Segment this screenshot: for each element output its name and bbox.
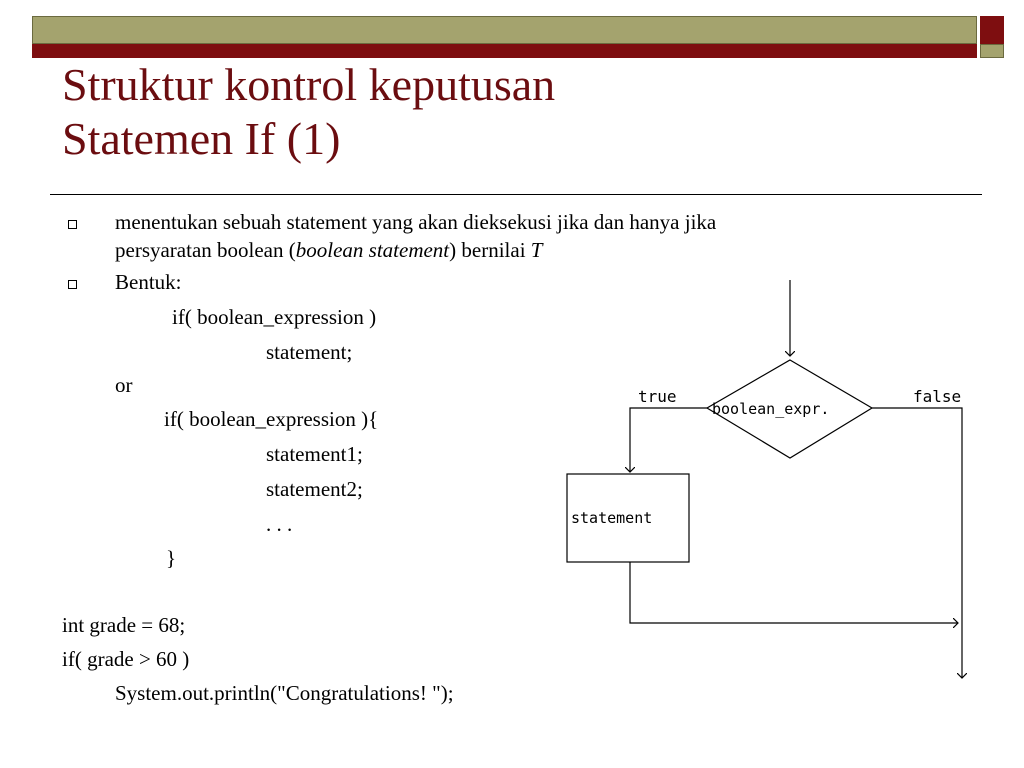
example-line-2: if( grade > 60 ) bbox=[62, 647, 190, 671]
bullet-1-line-1: menentukan sebuah statement yang akan dieksekusi jika dan hanya jika bbox=[115, 210, 717, 234]
bullet-1-text-t: T bbox=[530, 238, 543, 262]
true-label: true bbox=[638, 387, 677, 406]
code-form2-line-4: . . . bbox=[266, 512, 293, 536]
false-label: false bbox=[913, 387, 962, 406]
decision-label: boolean_expr. bbox=[712, 400, 830, 418]
code-form2-line-1: if( boolean_expression ){ bbox=[164, 407, 379, 431]
title-line-1: Struktur kontrol keputusan bbox=[62, 59, 556, 110]
code-form1-line-1: if( boolean_expression ) bbox=[172, 305, 377, 329]
code-form2-line-3: statement2; bbox=[266, 477, 363, 501]
statement-label: statement bbox=[571, 509, 653, 527]
code-form2-line-2: statement1; bbox=[266, 442, 363, 466]
bullet-1-text-italic: boolean statement bbox=[295, 238, 450, 262]
code-form1-line-2: statement; bbox=[266, 340, 353, 364]
true-branch-line bbox=[630, 408, 707, 472]
example-line-1: int grade = 68; bbox=[62, 613, 186, 637]
bullet-1-text-post: ) bernilai bbox=[449, 238, 531, 262]
code-form2-line-5: } bbox=[166, 546, 177, 570]
bullet-1-text-pre: persyaratan boolean ( bbox=[115, 238, 296, 262]
bullet-2-label: Bentuk: bbox=[115, 270, 182, 294]
code-or: or bbox=[115, 373, 133, 397]
title-line-2: Statemen If (1) bbox=[62, 113, 341, 164]
example-line-3: System.out.println("Congratulations! "); bbox=[115, 681, 454, 705]
merge-line bbox=[630, 562, 958, 623]
false-branch-line bbox=[872, 408, 962, 678]
